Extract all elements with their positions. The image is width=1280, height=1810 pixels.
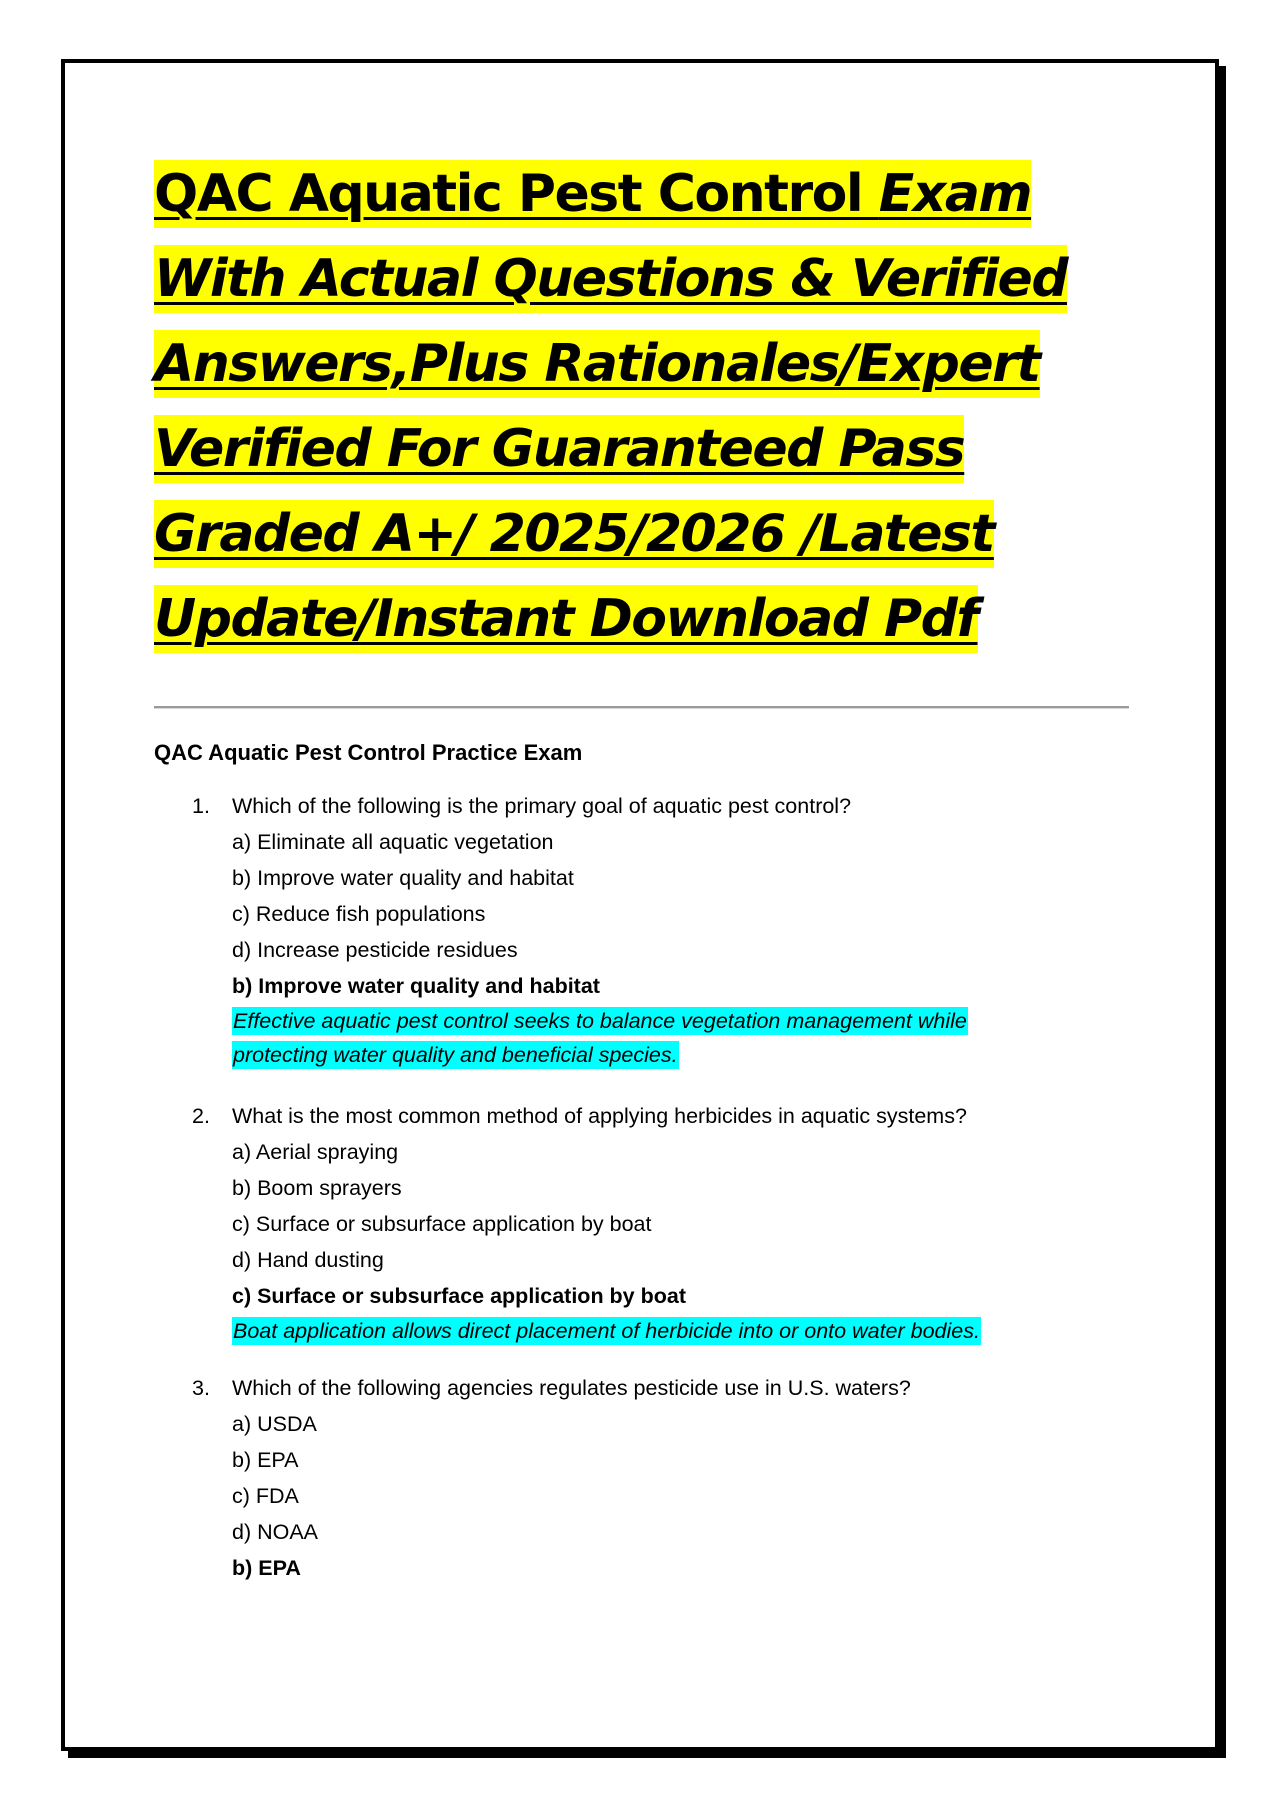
correct-answer: c) Surface or subsurface application by boat [232,1284,686,1308]
option-a: a) Eliminate all aquatic vegetation [232,830,554,854]
option-c: c) Surface or subsurface application by boat [232,1212,652,1236]
question-text: Which of the following is the primary goal of aquatic pest control? [232,794,852,818]
question-text: Which of the following agencies regulates pesticide use in U.S. waters? [232,1376,911,1400]
title-normal: QAC Aquatic Pest Control [154,164,879,224]
question-number: 3. [192,1376,210,1400]
section-heading: QAC Aquatic Pest Control Practice Exam [154,740,583,765]
option-b: b) EPA [232,1448,299,1472]
rationale-text: Effective aquatic pest control seeks to balance vegetation management while protecting water quality and beneficial species. [233,1009,967,1067]
title-italic: Exam With Actual Questions & Verified Answers,Plus Rationales/Expert Verified For Guaranteed Pass Graded A+/ 2025/2026 /Latest Update/Instant Download Pdf [154,164,1068,649]
option-a: a) USDA [232,1412,317,1436]
question-text: What is the most common method of applying herbicides in aquatic systems? [232,1104,967,1128]
document-title [154,152,1134,662]
rationale [232,1314,1092,1348]
option-d: d) NOAA [232,1520,319,1544]
option-d: d) Hand dusting [232,1248,384,1272]
option-b: b) Improve water quality and habitat [232,866,574,890]
rationale-text: Boat application allows direct placement of herbicide into or onto water bodies. [233,1319,980,1343]
option-d: d) Increase pesticide residues [232,938,518,962]
correct-answer: b) Improve water quality and habitat [232,974,600,998]
option-a: a) Aerial spraying [232,1140,399,1164]
question-number: 1. [192,794,210,818]
question-3 [192,1370,1092,1586]
question-1 [192,788,1092,1072]
horizontal-divider [154,706,1129,709]
option-c: c) Reduce fish populations [232,902,486,926]
option-c: c) FDA [232,1484,299,1508]
rationale [232,1004,1052,1072]
question-number: 2. [192,1104,210,1128]
title-highlight [154,160,1067,653]
correct-answer: b) EPA [232,1556,301,1580]
option-b: b) Boom sprayers [232,1176,402,1200]
question-2 [192,1098,1092,1348]
